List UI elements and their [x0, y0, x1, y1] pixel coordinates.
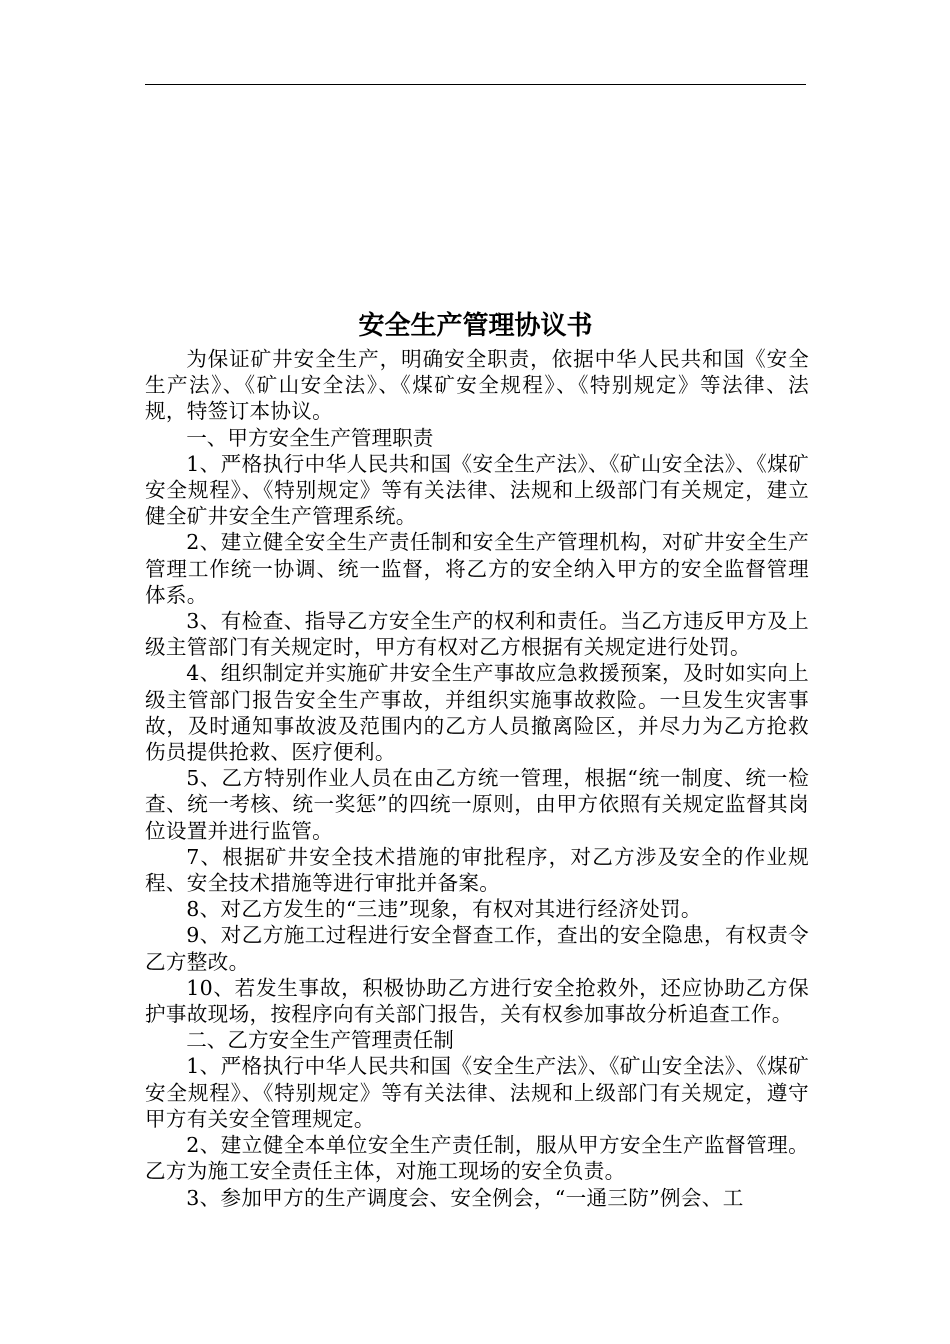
party-b-clause-1: 1、严格执行中华人民共和国《安全生产法》、《矿山安全法》、《煤矿安全规程》、《特别规定》等有关法律、法规和上级部门有关规定，遵守甲方有关安全管理规定。: [145, 1054, 809, 1131]
preamble-paragraph: 为保证矿井安全生产，明确安全职责，依据中华人民共和国《安全生产法》、《矿山安全法》、《煤矿安全规程》、《特别规定》等法律、法规，特签订本协议。: [145, 347, 809, 424]
section-heading-party-a: 一、甲方安全生产管理职责: [186, 425, 434, 450]
party-a-clause-4: 4、组织制定并实施矿井安全生产事故应急救援预案，及时如实向上级主管部门报告安全生产事故，并组织实施事故救险。一旦发生灾害事故，及时通知事故波及范围内的乙方人员撤离险区，并尽力为乙方抢救伤员提供抢救、医疗便利。: [145, 661, 809, 765]
party-a-clause-10: 10、若发生事故，积极协助乙方进行安全抢救外，还应协助乙方保护事故现场，按程序向有关部门报告，关有权参加事故分析追查工作。: [145, 975, 809, 1027]
party-a-clause-9: 9、对乙方施工过程进行安全督查工作，查出的安全隐患，有权责令乙方整改。: [145, 923, 809, 974]
party-a-clause-8: 8、对乙方发生的“三违”现象，有权对其进行经济处罚。: [186, 897, 702, 922]
party-a-clause-5: 5、乙方特别作业人员在由乙方统一管理，根据“统一制度、统一检查、统一考核、统一奖惩”的四统一原则，由甲方依照有关规定监督其岗位设置并进行监管。: [145, 766, 809, 843]
party-b-clause-2: 2、建立健全本单位安全生产责任制，服从甲方安全生产监督管理。乙方为施工安全责任主体，对施工现场的安全负责。: [145, 1133, 809, 1184]
party-b-clause-3: 3、参加甲方的生产调度会、安全例会，“一通三防”例会、工: [186, 1185, 744, 1210]
document-title: 安全生产管理协议书: [358, 311, 593, 341]
party-a-clause-7: 7、根据矿井安全技术措施的审批程序，对乙方涉及安全的作业规程、安全技术措施等进行审批并备案。: [145, 844, 809, 896]
party-a-clause-1: 1、严格执行中华人民共和国《安全生产法》、《矿山安全法》、《煤矿安全规程》、《特别规定》等有关法律、法规和上级部门有关规定，建立健全矿井安全生产管理系统。: [145, 451, 809, 529]
document-body: [145, 346, 809, 1211]
party-a-clause-3: 3、有检查、指导乙方安全生产的权利和责任。当乙方违反甲方及上级主管部门有关规定时，甲方有权对乙方根据有关规定进行处罚。: [145, 609, 809, 660]
section-heading-party-b: 二、乙方安全生产管理责任制: [186, 1028, 454, 1053]
header-rule: [145, 84, 806, 85]
party-a-clause-2: 2、建立健全安全生产责任制和安全生产管理机构，对矿井安全生产管理工作统一协调、统一监督，将乙方的安全纳入甲方的安全监督管理体系。: [145, 530, 809, 607]
